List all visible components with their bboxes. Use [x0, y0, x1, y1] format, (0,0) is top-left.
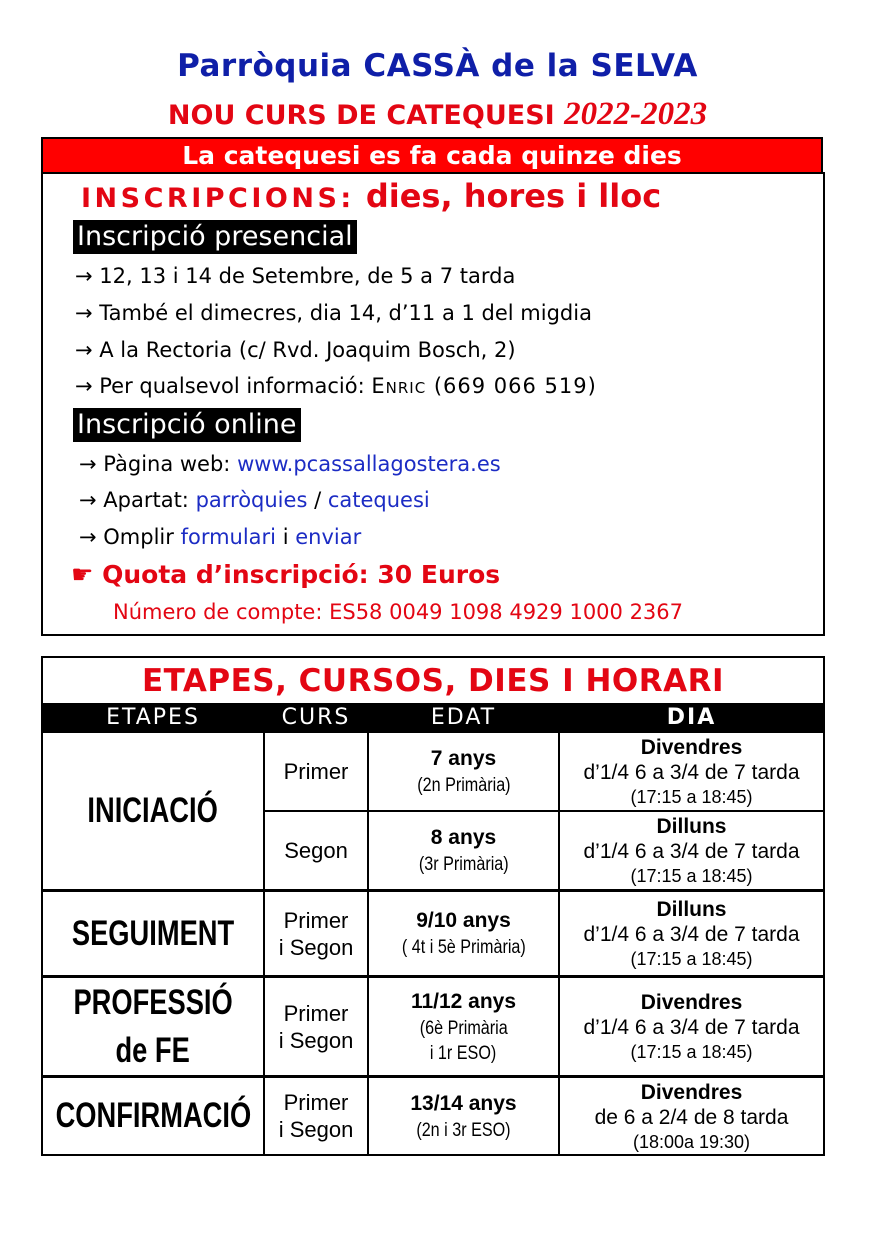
curs-text: i Segon	[278, 1027, 354, 1053]
online-web-line	[79, 452, 501, 476]
inscriptions-heading	[81, 177, 661, 215]
enviar-link[interactable]: enviar	[295, 525, 362, 549]
edat-main: 11/12 anys	[410, 989, 517, 1013]
edat-main: 13/14 anys	[410, 1091, 517, 1115]
quota-text: ☛ Quota d’inscripció: 30 Euros	[71, 560, 501, 589]
etapa-iniciacio: INICIACIÓ	[87, 791, 219, 830]
inscriptions-heading-caps: INSCRIPCIONS:	[81, 183, 355, 214]
fill-prefix: → Omplir	[79, 525, 181, 549]
formulari-link[interactable]: formulari	[180, 525, 277, 549]
dia-day: Dilluns	[656, 898, 727, 921]
course-title-prefix: NOU CURS DE CATEQUESI	[167, 100, 555, 131]
edat-cell	[369, 978, 558, 1075]
dia-cell	[560, 812, 823, 889]
edat-cell	[369, 892, 558, 975]
dia-day: Divendres	[640, 736, 743, 759]
info-prefix: → Per qualsevol informació:	[75, 374, 372, 398]
etapa-seguiment: SEGUIMENT	[71, 913, 235, 953]
edat-main: 9/10 anys	[416, 909, 511, 932]
dia-time: d’1/4 6 a 3/4 de 7 tarda	[583, 840, 800, 863]
etapa-professio-line2: de FE	[115, 1030, 191, 1070]
edat-sub: ( 4t i 5è Primària)	[401, 937, 526, 958]
edat-sub: (6è Primària	[419, 1017, 508, 1039]
dia-cell	[560, 1078, 823, 1154]
dia-day: Dilluns	[656, 815, 727, 838]
table-row-etapa	[43, 978, 263, 1075]
column-header-etapes: ETAPES	[43, 703, 263, 733]
edat-sub: (2n Primària)	[416, 775, 511, 796]
presencial-info-line	[75, 374, 597, 398]
web-prefix: → Pàgina web:	[79, 452, 238, 476]
curs-text: Primer	[283, 759, 349, 784]
dia-range: (17:15 a 18:45)	[630, 866, 753, 886]
curs-text: Primer	[283, 1090, 349, 1115]
inscriptions-heading-rest: dies, hores i lloc	[354, 177, 662, 215]
edat-sub: i 1r ESO)	[430, 1042, 497, 1064]
edat-sub: (2n i 3r ESO)	[416, 1119, 511, 1141]
column-header-dia: DIA	[560, 703, 823, 733]
dia-time: d’1/4 6 a 3/4 de 7 tarda	[583, 923, 800, 946]
inscriptions-box	[41, 172, 825, 636]
etapa-professio: PROFESSIÓ	[73, 982, 233, 1022]
curs-text: Segon	[284, 838, 348, 863]
parroquies-link[interactable]: parròquies	[195, 488, 308, 512]
section-separator: /	[307, 488, 328, 512]
table-row-etapa	[43, 1078, 263, 1154]
edat-cell	[369, 733, 558, 810]
curs-cell	[265, 1078, 367, 1154]
catequesi-link[interactable]: catequesi	[327, 488, 430, 512]
curs-text: Primer	[283, 1000, 349, 1026]
curs-cell	[265, 812, 367, 889]
edat-cell	[369, 812, 558, 889]
fill-mid: i	[276, 525, 296, 549]
dia-time: de 6 a 2/4 de 8 tarda	[594, 1105, 789, 1129]
dia-range: (17:15 a 18:45)	[630, 787, 753, 807]
curs-cell	[265, 978, 367, 1075]
dia-cell	[560, 733, 823, 810]
presencial-title: Inscripció presencial	[73, 220, 357, 254]
schedule-table	[41, 656, 825, 1156]
presencial-line: → També el dimecres, dia 14, d’11 a 1 del migdia	[75, 301, 592, 325]
online-title: Inscripció online	[73, 408, 301, 442]
schedule-title: ETAPES, CURSOS, DIES I HORARI	[141, 663, 725, 699]
course-title	[0, 96, 875, 133]
column-header-edat: EDAT	[369, 703, 558, 733]
presencial-line: → A la Rectoria (c/ Rvd. Joaquim Bosch, 2)	[75, 338, 516, 362]
dia-range: (17:15 a 18:45)	[630, 1042, 753, 1062]
dia-day: Divendres	[640, 1080, 743, 1104]
dia-range: (17:15 a 18:45)	[630, 949, 753, 969]
online-fill-line	[79, 525, 361, 549]
dia-cell	[560, 892, 823, 975]
curs-cell	[265, 733, 367, 810]
edat-main: 8 anys	[430, 826, 497, 849]
etapa-confirmacio: CONFIRMACIÓ	[55, 1096, 251, 1135]
dia-time: d’1/4 6 a 3/4 de 7 tarda	[583, 761, 800, 784]
curs-cell	[265, 892, 367, 975]
section-prefix: → Apartat:	[79, 488, 196, 512]
dia-cell	[560, 978, 823, 1075]
table-row-etapa	[43, 892, 263, 975]
presencial-line: → 12, 13 i 14 de Setembre, de 5 a 7 tarda	[75, 264, 516, 288]
curs-text: i Segon	[278, 934, 354, 960]
curs-text: Primer	[283, 907, 349, 933]
course-year: 2022-2023	[564, 96, 708, 132]
curs-text: i Segon	[278, 1117, 354, 1142]
edat-main: 7 anys	[430, 747, 497, 770]
dia-time: d’1/4 6 a 3/4 de 7 tarda	[583, 1016, 800, 1039]
info-phone: (669 066 519)	[426, 374, 597, 398]
online-section-line	[79, 488, 430, 512]
web-link[interactable]: www.pcassallagostera.es	[237, 452, 501, 476]
edat-sub: (3r Primària)	[418, 854, 509, 875]
edat-cell	[369, 1078, 558, 1154]
frequency-banner: La catequesi es fa cada quinze dies	[41, 137, 823, 174]
column-header-curs: CURS	[265, 703, 367, 733]
parish-title: Parròquia CASSÀ de la SELVA	[177, 48, 698, 84]
dia-range: (18:00a 19:30)	[632, 1131, 751, 1152]
dia-day: Divendres	[640, 991, 743, 1014]
account-number: Número de compte: ES58 0049 1098 4929 1000 2367	[113, 600, 684, 624]
info-contact-name: Enric	[371, 374, 427, 398]
table-row-etapa	[43, 733, 263, 889]
